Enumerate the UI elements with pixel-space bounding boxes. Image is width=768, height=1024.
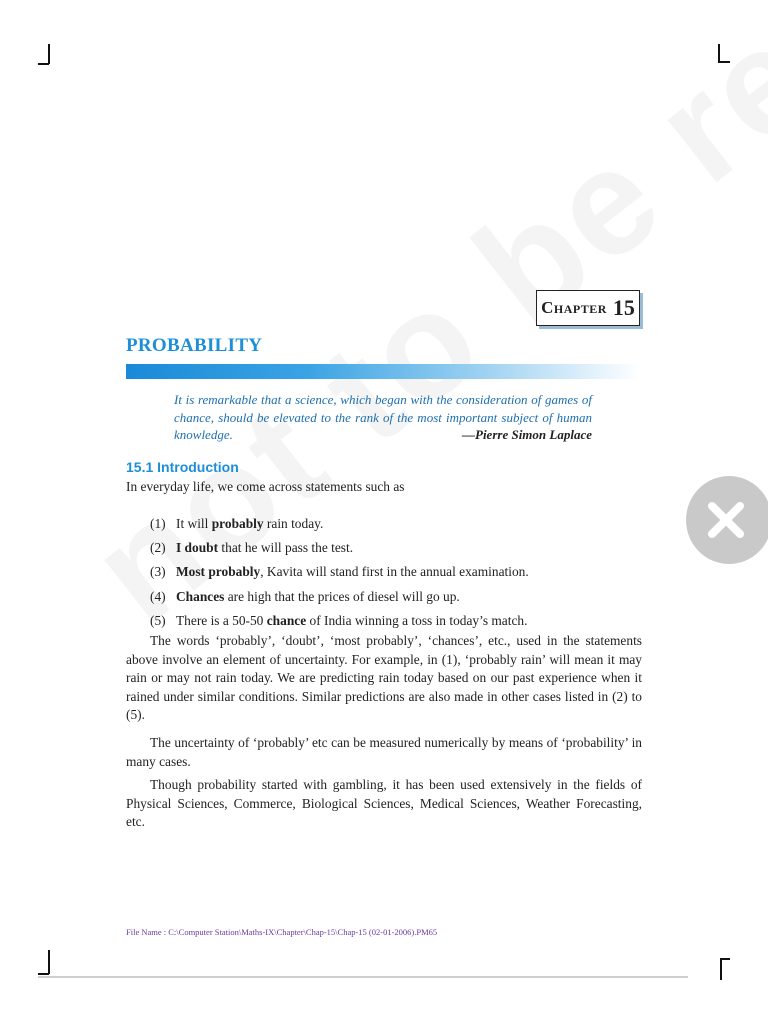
paragraph-uncertainty: The words ‘probably’, ‘doubt’, ‘most probably’, ‘chances’, etc., used in the statements above involve an element of uncertainty. For example, in (1), ‘probably rain’ will mean it may rain or may not rain today. We are predicting rain today based on our past experience when it rained under similar conditions. Similar predictions are also made in other cases listed in (2) to (5). (126, 633, 642, 722)
list-item: (5) There is a 50-50 chance of India winning a toss in today’s match. (150, 612, 528, 628)
close-button[interactable] (686, 476, 768, 564)
crop-mark-bottom-right (720, 958, 722, 980)
statement-list (150, 512, 640, 633)
chapter-label (536, 290, 640, 326)
close-icon (706, 500, 746, 540)
list-item: (3) Most probably, Kavita will stand first in the annual examination. (150, 564, 529, 580)
footer-file-name: File Name : C:\Computer Station\Maths-IX\Chapter\Chap-15\Chap-15 (02-01-2006).PM65 (126, 927, 438, 937)
list-item: (1) It will probably rain today. (150, 516, 324, 531)
title-gradient-bar (126, 364, 640, 379)
chapter-word: Chapter (541, 298, 607, 317)
quote-author: —Pierre Simon Laplace (462, 427, 592, 442)
footer-divider (38, 976, 688, 978)
chapter-title: PROBABILITY (126, 335, 263, 356)
list-item: (4) Chances are high that the prices of diesel will go up. (150, 588, 460, 604)
crop-mark-top-right (718, 44, 720, 62)
quote-text: It is remarkable that a science, which began with the consideration of games of chance, should be elevated to the rank of the most important subject of human knowledge. (174, 392, 592, 442)
list-item: (2) I doubt that he will pass the test. (150, 540, 354, 556)
crop-mark-bottom-right (720, 958, 730, 960)
crop-mark-top-left (48, 44, 50, 64)
chapter-number: 15 (612, 295, 635, 320)
epigraph-quote (174, 391, 592, 444)
crop-mark-bottom-left (38, 973, 49, 975)
crop-mark-top-right (718, 61, 730, 63)
crop-mark-top-left (38, 63, 49, 65)
section-heading: 15.1 Introduction (126, 459, 239, 475)
intro-paragraph: In everyday life, we come across statements such as (126, 479, 405, 494)
paragraph-applications: Though probability started with gambling, it has been used extensively in the fields of Physical Sciences, Commerce, Biological Sciences, Medical Sciences, Weather Forecasting, etc. (126, 777, 642, 829)
crop-mark-bottom-left (48, 950, 50, 974)
paragraph-measurement: The uncertainty of ‘probably’ etc can be measured numerically by means of ‘probability’ in many cases. (126, 735, 642, 769)
